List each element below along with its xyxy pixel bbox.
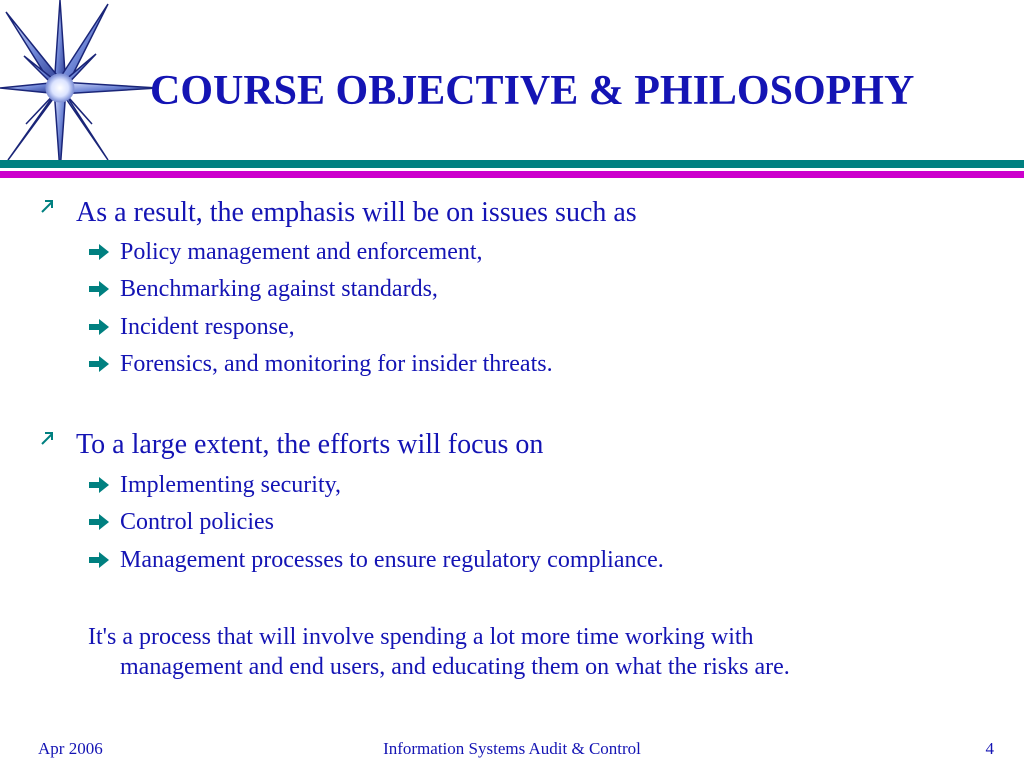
list-item [88, 470, 948, 500]
section-heading-text: To a large extent, the efforts will focus on [76, 429, 544, 460]
section-heading-text: As a result, the emphasis will be on issues such as [76, 197, 637, 228]
footer-date: Apr 2006 [38, 739, 103, 758]
diagonal-arrow-icon [40, 431, 54, 445]
list-item [88, 274, 948, 304]
footer-page-number: 4 [985, 739, 994, 758]
title-divider [0, 160, 1024, 182]
list-item [88, 545, 948, 575]
list-item [88, 349, 948, 379]
list-item-text: Policy management and enforcement, [120, 239, 483, 265]
diagonal-arrow-icon [40, 199, 54, 213]
closing-line-1: It's a process that will involve spending a lot more time working with [88, 624, 754, 650]
list-item-text: Benchmarking against standards, [120, 276, 438, 302]
right-arrow-icon [88, 318, 110, 336]
footer-course-name: Information Systems Audit & Control [383, 739, 641, 758]
list-item [88, 507, 948, 537]
list-item [88, 237, 948, 267]
right-arrow-icon [88, 355, 110, 373]
closing-line-2: management and end users, and educating them on what the risks are. [120, 654, 790, 680]
list-item-text: Management processes to ensure regulatory compliance. [120, 547, 664, 573]
list-item-text: Forensics, and monitoring for insider threats. [120, 351, 553, 377]
right-arrow-icon [88, 551, 110, 569]
closing-paragraph [88, 622, 968, 682]
right-arrow-icon [88, 280, 110, 298]
list-item [88, 312, 948, 342]
list-item-text: Control policies [120, 509, 274, 535]
section-heading-1 [40, 196, 940, 230]
right-arrow-icon [88, 513, 110, 531]
right-arrow-icon [88, 476, 110, 494]
section-heading-2 [40, 428, 940, 462]
star-burst-icon [0, 0, 160, 175]
right-arrow-icon [88, 243, 110, 261]
list-item-text: Incident response, [120, 314, 295, 340]
slide-title: COURSE OBJECTIVE & PHILOSOPHY [150, 68, 915, 114]
list-item-text: Implementing security, [120, 472, 342, 498]
